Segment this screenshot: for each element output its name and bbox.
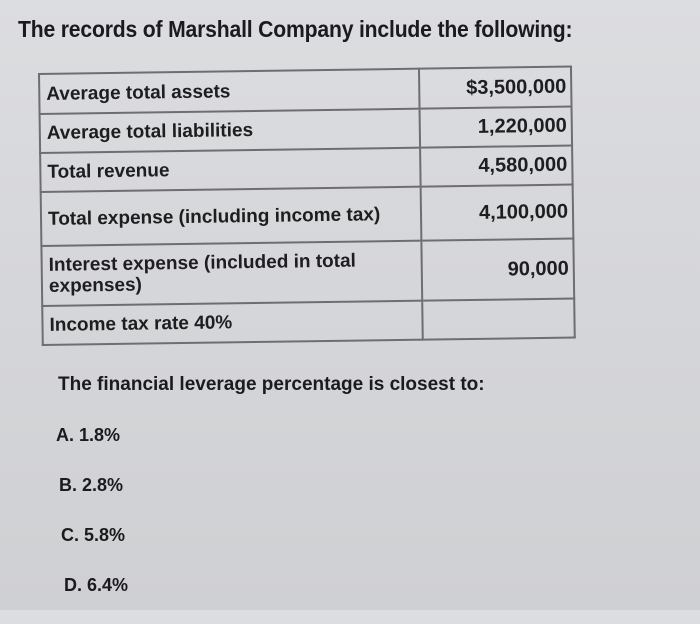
option-letter: B. xyxy=(59,475,77,495)
option-text: 6.4% xyxy=(87,575,129,595)
row-label: Average total liabilities xyxy=(40,109,421,153)
row-value xyxy=(422,299,575,340)
row-value: 4,580,000 xyxy=(420,146,573,187)
row-value: 1,220,000 xyxy=(420,107,573,148)
table-row xyxy=(42,299,574,345)
option-text: 1.8% xyxy=(79,425,121,445)
option-letter: D. xyxy=(64,575,82,595)
option-letter: A. xyxy=(56,425,74,445)
table-row xyxy=(41,185,574,246)
answer-options xyxy=(56,424,128,624)
page-title: The records of Marshall Company include the following: xyxy=(18,16,573,42)
row-label: Income tax rate 40% xyxy=(42,301,423,345)
table-row xyxy=(41,239,574,306)
option-text: 2.8% xyxy=(82,475,124,495)
question-text: The financial leverage percentage is closest to: xyxy=(58,374,485,395)
row-value: $3,500,000 xyxy=(419,67,572,109)
financial-records-table xyxy=(38,66,576,346)
option-letter: C. xyxy=(61,525,79,545)
option-d[interactable] xyxy=(56,574,128,624)
option-text: 5.8% xyxy=(84,525,126,545)
row-label: Interest expense (included in total expenses) xyxy=(41,241,422,306)
row-value: 90,000 xyxy=(421,239,574,301)
option-b[interactable] xyxy=(56,474,128,524)
row-label: Average total assets xyxy=(39,69,420,114)
row-label: Total expense (including income tax) xyxy=(41,187,422,246)
option-c[interactable] xyxy=(56,524,128,574)
option-a[interactable] xyxy=(56,424,128,474)
row-value: 4,100,000 xyxy=(421,185,574,241)
row-label: Total revenue xyxy=(40,148,421,192)
